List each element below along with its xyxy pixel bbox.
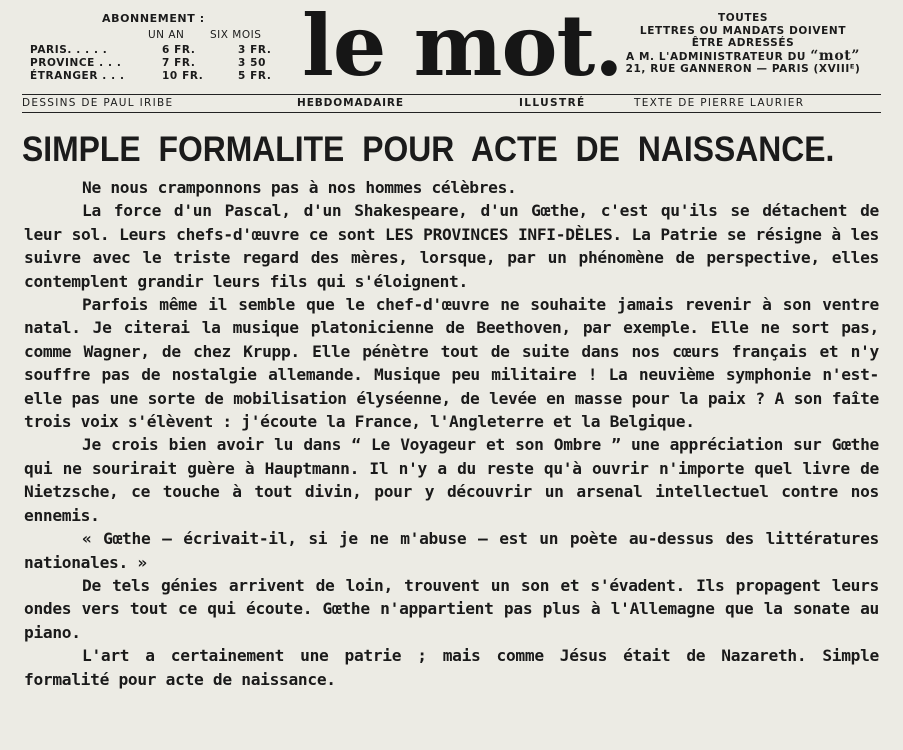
rate-year: 6 FR.: [162, 44, 196, 56]
subscription-title: ABONNEMENT :: [102, 12, 205, 25]
mandat-admin-prefix: A M. L'ADMINISTRATEUR DU: [625, 50, 811, 63]
rate-place: PROVINCE . . .: [30, 57, 122, 69]
mandat-address: 21, RUE GANNERON — PARIS (XVIIIᴱ): [625, 63, 861, 75]
article-paragraph: « Gœthe — écrivait-il, si je ne m'abuse — est un poète au-dessus des littératures nationales. »: [24, 529, 879, 572]
column-six-months: SIX MOIS: [210, 29, 262, 41]
article-paragraph: La force d'un Pascal, d'un Shakespeare, d'un Gœthe, c'est qu'ils se détachent de leur sol. Leurs chefs-d'œuvre ce sont LES PROVINCES INFI-DÈLES. La Patrie se résigne à les suivre avec le triste regard des mères, lorsque, par un phénomène de perspective, elles contemplent grandir leurs fils qui s'éloignent.: [24, 201, 879, 291]
article-paragraph: Parfois même il semble que le chef-d'œuvre ne souhaite jamais revenir à son ventre natal. Je citerai la musique platonicienne de Beethoven, par exemple. Elle ne sort pas, comme Wagner, de chez Krupp. Elle pénètre tout de suite dans nos cœurs français et n'y souffre pas de nostalgie allemande. Musique peu militaire ! La neuvième symphonie n'est-elle pas une sorte de mobilisation élyséenne, de levée en masse pour la paix ? A son faîte trois voix s'élèvent : j'écoute la France, l'Angleterre et la Belgique.: [24, 295, 879, 432]
masthead-rule-bottom: [22, 112, 881, 113]
rate-year: 7 FR.: [162, 57, 196, 69]
mandat-line: TOUTES: [717, 12, 769, 24]
newspaper-logo: le mot.: [302, 0, 623, 95]
article-paragraph: L'art a certainement une patrie ; mais comme Jésus était de Nazareth. Simple formalité pour acte de naissance.: [24, 646, 879, 689]
byline-drawings: DESSINS DE PAUL IRIBE: [22, 97, 174, 109]
byline-illustrated: ILLUSTRÉ: [519, 97, 586, 109]
article-paragraph: Ne nous cramponnons pas à nos hommes célèbres.: [82, 178, 517, 197]
rate-six-months: 3 FR.: [238, 44, 272, 56]
article-body: [24, 176, 879, 691]
rate-year: 10 FR.: [162, 70, 204, 82]
rate-six-months: 5 FR.: [238, 70, 272, 82]
rate-place: PARIS. . . . .: [30, 44, 108, 56]
subscription-rates: [30, 44, 290, 83]
mandat-admin-name: “mot”: [810, 47, 861, 64]
mandat-admin: [612, 47, 874, 64]
rate-row: [30, 70, 290, 83]
rate-row: [30, 44, 290, 57]
mailing-instructions: [612, 12, 874, 76]
subscription-column-headers: [148, 29, 261, 41]
byline-text: TEXTE DE PIERRE LAURIER: [634, 97, 805, 109]
article-paragraph: De tels génies arrivent de loin, trouvent un son et s'évadent. Ils propagent leurs ondes vers tout ce qui écoute. Gœthe n'appartient pas plus à l'Allemagne que la sonate au piano.: [24, 575, 879, 642]
masthead-rule-top: [22, 94, 881, 95]
byline-weekly: HEBDOMADAIRE: [297, 97, 404, 109]
column-year: UN AN: [148, 29, 185, 41]
rate-place: ÉTRANGER . . .: [30, 70, 125, 82]
rate-six-months: 3 50: [238, 57, 266, 69]
byline-bar: [22, 97, 881, 111]
mandat-line: LETTRES OU MANDATS DOIVENT: [639, 24, 847, 37]
article-paragraph: Je crois bien avoir lu dans “ Le Voyageur et son Ombre ” une appréciation sur Gœthe qui ne sourirait guère à Hauptmann. Il n'y a du reste qu'à ouvrir n'importe quel livre de Nietzsche, ce touche à tout divin, pour y découvrir un arsenal intellectuel contre nos ennemis.: [24, 435, 879, 525]
article-headline: SIMPLE FORMALITE POUR ACTE DE NAISSANCE.: [22, 130, 835, 169]
mandat-line: ÊTRE ADRESSÉS: [691, 37, 795, 49]
rate-row: [30, 57, 290, 70]
